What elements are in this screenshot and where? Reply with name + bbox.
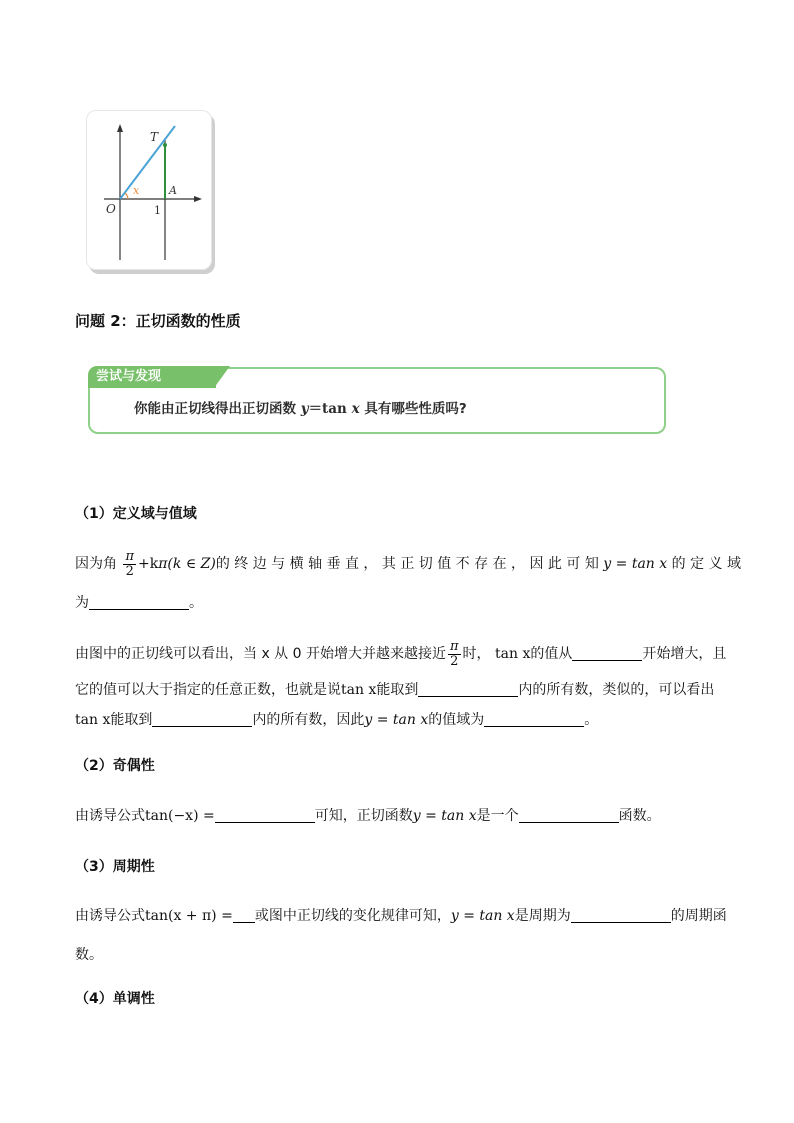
paragraph-range-1: 由图中的正切线可以看出，当 x 从 0 开始增大并越来越接近 $\frac{\pi}{2}$ 时， tan x的值从 开始增大，且 [75, 638, 727, 669]
blank-positive-range[interactable] [418, 682, 518, 697]
blank-parity[interactable] [519, 808, 619, 823]
heading-parity: （2）奇偶性 [75, 758, 155, 774]
blank-tan-neg-x[interactable] [215, 808, 315, 823]
blank-tan-x-plus-pi[interactable] [233, 908, 255, 923]
blank-negative-range[interactable] [152, 712, 252, 727]
tangent-line-figure [86, 110, 212, 270]
heading-monotonicity: （4）单调性 [75, 991, 155, 1007]
y-axis-arrow [117, 124, 123, 132]
heading-domain-range: （1）定义域与值域 [75, 506, 197, 522]
x-axis-arrow [194, 196, 202, 202]
blank-domain[interactable] [89, 595, 189, 610]
label-one: 1 [154, 204, 161, 217]
fraction-pi-over-2: $\frac{\pi}{2}$ [125, 548, 134, 579]
point-t [163, 143, 167, 147]
paragraph-domain-cont: 为 。 [75, 595, 203, 611]
paragraph-range-3: tan x能取到 内的所有数，因此y = tan x的值域为 。 [75, 712, 599, 728]
paragraph-range-2: 它的值可以大于指定的任意正数，也就是说tan x能取到 内的所有数，类似的，可以看出 [75, 682, 715, 698]
discovery-question: 你能由正切线得出正切函数 y＝tan x 具有哪些性质吗? [134, 401, 467, 417]
blank-range[interactable] [484, 712, 584, 727]
tab-slant [214, 366, 230, 388]
angle-arc [125, 193, 128, 199]
paragraph-domain: 因为角 $\frac{\pi}{2}$ +kπ(k ∈ Z)的 终 边 与 横 轴 垂 直 ， 其 正 切 值 不 存 在 ， 因 此 可 知 y = tan x 的 定 义 域 [75, 548, 741, 579]
heading-periodicity: （3）周期性 [75, 859, 155, 875]
paragraph-parity: 由诱导公式tan(−x) = 可知，正切函数y = tan x是一个 函数。 [75, 808, 661, 824]
discovery-tab-label: 尝试与发现 [96, 369, 162, 384]
paragraph-periodicity-cont: 数。 [75, 947, 103, 963]
blank-start-value[interactable] [572, 646, 642, 661]
label-t: T [150, 130, 159, 144]
label-x: x [133, 184, 140, 197]
tangent-ray [120, 126, 175, 199]
blank-period[interactable] [571, 908, 671, 923]
label-a: A [169, 184, 177, 197]
section-title: 问题 2：正切函数的性质 [75, 312, 241, 330]
label-o: O [106, 202, 116, 216]
paragraph-periodicity: 由诱导公式tan(x + π) = 或图中正切线的变化规律可知，y = tan x是周期为 的周期函 [75, 908, 727, 924]
